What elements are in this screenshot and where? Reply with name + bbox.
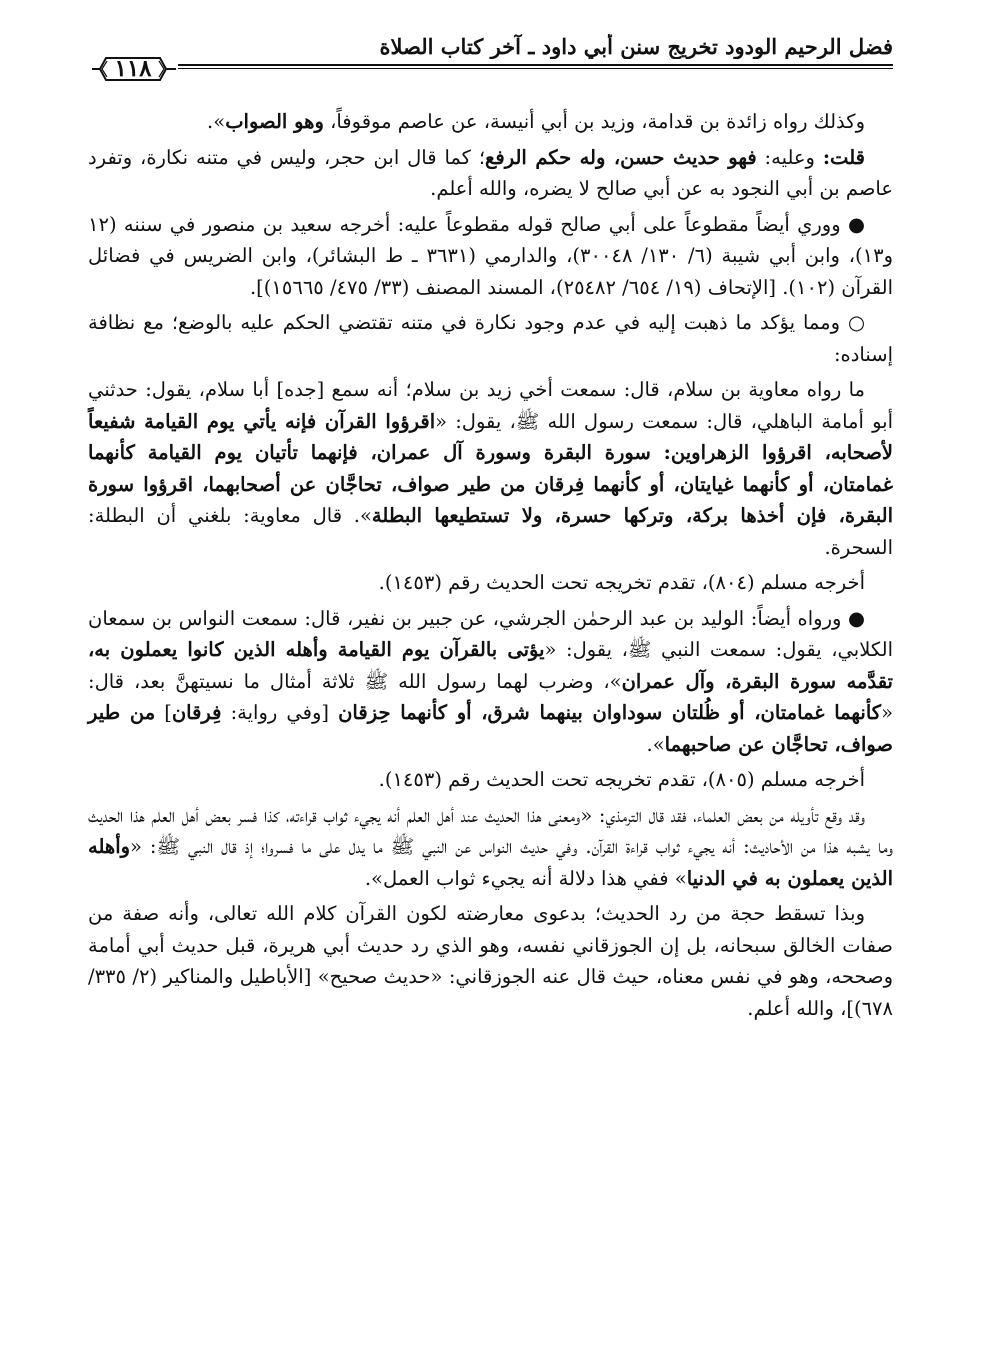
- text-run: [وفي رواية:: [221, 701, 339, 724]
- text-run: وعليه:: [756, 145, 823, 169]
- paragraph-8: [88, 764, 893, 796]
- paragraph-6: [88, 567, 893, 599]
- text-run: ما رواه معاوية بن سلام، قال: سمعت أخي زيد بن سلام؛ أنه سمع [جده] أبا سلام، يقول: حدثني أبو أمامة الباهلي، قال: سمعت رسول الله ﷺ، يقول: «: [88, 378, 894, 433]
- hadith-text: وأهله الذين يعملون به في الدنيا: [88, 835, 893, 890]
- text-run: أخرجه مسلم (٨٠٤)، تقدم تخريجه تحت الحديث رقم (١٤٥٣).: [378, 571, 865, 594]
- paragraph-1: [88, 106, 893, 138]
- page-number: ١١٨: [114, 55, 152, 82]
- paragraph-4: [88, 307, 893, 370]
- text-run: ».: [646, 732, 665, 756]
- hadith-text: من طير صواف، تحاجَّان عن صاحبهما: [88, 701, 893, 756]
- header-rule: [88, 64, 893, 66]
- hadith-text: يؤتى بالقرآن يوم القيامة وأهله الذين كانوا يعملون به، تقدَّمه سورة البقرة، وآل عمران: [88, 638, 893, 693]
- hadith-text: اقرؤوا القرآن فإنه يأتي يوم القيامة شفيعاً لأصحابه، اقرؤوا الزهراوين: سورة البقرة وسورة آل عمران، فإنهما تأتيان يوم القيامة كأنهما غمامتان، أو كأنهما غيايتان، أو كأنهما فِرقان من طير صواف، تحاجَّان عن أصحابهما، اقرؤوا سورة البقرة، فإن أخذها بركة، وتركها حسرة، ولا تستطيعها البطلة: [88, 409, 893, 527]
- text-run: ]: [155, 701, 172, 724]
- text-run: ● ووري أيضاً مقطوعاً على أبي صالح قوله مقطوعاً عليه: أخرجه سعيد بن منصور في سننه (١٢ و١٣)، وابن أبي شيبة (٦/ ١٣٠/ ٣٠٠٤٨)، والدارمي (٣٦٣١ ـ ط البشائر)، وابن الضريس في فضائل القرآن (١٠٢). [الإتحاف (١٩/ ٦٥٤/ ٢٥٤٨٢)، المسند المصنف (٣٣/ ٤٧٥/ ١٥٦٦٥)].: [88, 212, 893, 299]
- text-run: وقد وقع تأويله من بعض العلماء، فقد قال الترمذي: «ومعنى هذا الحديث عند أهل العلم أنه يجيء ثواب قراءته، كذا فسر بعض أهل العلم هذا الحديث وما يشبه هذا من الأحاديث: أنه يجيء ثواب قراءة القرآن. وفي حديث النواس عن النبي ﷺ ما يدل على ما فسروا؛ إذ قال النبي ﷺ: «: [88, 803, 893, 858]
- text-run: وكذلك رواه زائدة بن قدامة، وزيد بن أبي أنيسة، عن عاصم موقوفاً،: [323, 110, 865, 133]
- paragraph-7: [88, 603, 893, 761]
- running-title: فضل الرحيم الودود تخريج سنن أبي داود ـ آخر كتاب الصلاة: [379, 34, 893, 59]
- text-run: أخرجه مسلم (٨٠٥)، تقدم تخريجه تحت الحديث رقم (١٤٥٣).: [378, 768, 865, 791]
- paragraph-3: [88, 209, 893, 304]
- paragraph-10: [88, 898, 893, 1024]
- page-body: [88, 106, 893, 1028]
- paragraph-9: [88, 800, 893, 895]
- header-rule-thin: [88, 68, 893, 69]
- page-number-badge: [88, 54, 178, 84]
- bold-run: فِرقان: [171, 701, 222, 724]
- qultu-label: قلت:: [822, 145, 865, 169]
- text-run: » ففي هذا دلالة أنه يجيء ثواب العمل».: [364, 866, 687, 890]
- paragraph-2: [88, 142, 893, 205]
- text-run: »، وضرب لهما رسول الله ﷺ ثلاثة أمثال ما نسيتهنَّ بعد، قال: «: [88, 669, 893, 724]
- paragraph-5: [88, 374, 893, 563]
- page-header: [88, 30, 893, 92]
- bold-run: فهو حديث حسن، وله حكم الرفع: [485, 145, 757, 169]
- text-run: ● ورواه أيضاً: الوليد بن عبد الرحمٰن الجرشي، عن جبير بن نفير، قال: سمعت النواس بن سمعان الكلابي، يقول: سمعت النبي ﷺ، يقول: «: [88, 606, 893, 661]
- text-run: ». قال معاوية: بلغني أن البطلة: السحرة.: [88, 504, 893, 559]
- text-run: وبذا تسقط حجة من رد الحديث؛ بدعوى معارضته لكون القرآن كلام الله تعالى، وأنه صفة من صفات الخالق سبحانه، بل إن الجوزقاني نفسه، وهو الذي رد حديث أبي هريرة، قبل حديث أبي أمامة وصححه، وهو في نفس معناه، حيث قال عنه الجوزقاني: «حديث صحيح» [الأباطيل والمناكير (٢/ ٣٣٥/ ٦٧٨)]، والله أعلم.: [88, 902, 893, 1020]
- text-run: ○ ومما يؤكد ما ذهبت إليه في عدم وجود نكارة في متنه تقتضي الحكم عليه بالوضع؛ مع نظافة إسناده:: [88, 311, 893, 366]
- bold-run: وهو الصواب: [225, 110, 324, 133]
- hadith-text: كأنهما غمامتان، أو ظُلتان سوداوان بينهما شرق، أو كأنهما حِزقان: [338, 701, 882, 724]
- text-run: ».: [207, 110, 226, 133]
- text-run: ؛ كما قال ابن حجر، وليس في متنه نكارة، وتفرد عاصم بن أبي النجود به عن أبي صالح لا يضره، والله أعلم.: [88, 145, 893, 200]
